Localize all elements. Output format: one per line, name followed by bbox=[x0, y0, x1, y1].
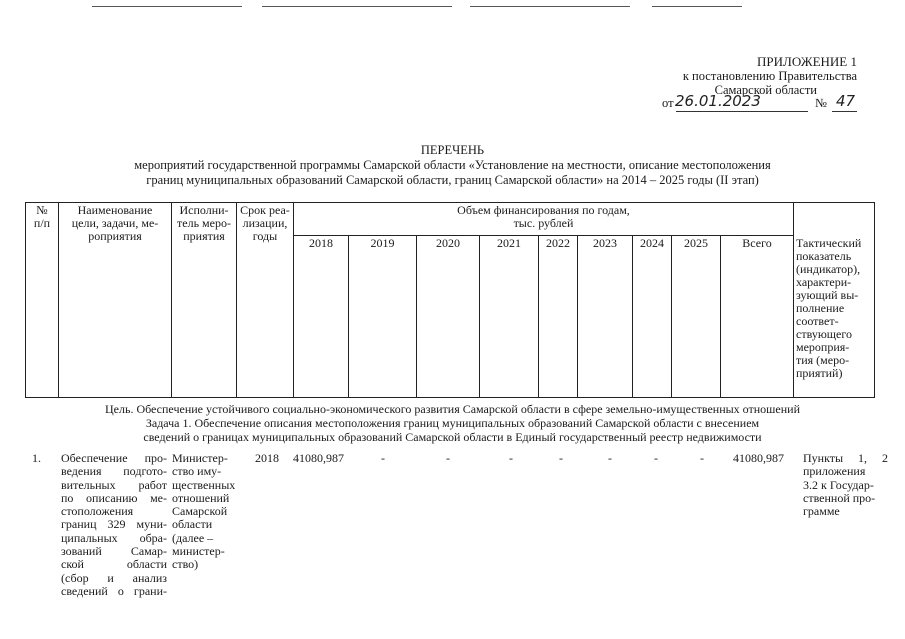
header-term-cell: Срок реа- лизации, годы bbox=[237, 203, 294, 398]
appendix-title: ПРИЛОЖЕНИЕ 1 bbox=[757, 54, 857, 69]
row1-value-2018: 41080,987 bbox=[293, 451, 344, 465]
row1-number: 1. bbox=[32, 451, 41, 465]
appendix-block bbox=[683, 55, 857, 97]
row1-total: 41080,987 bbox=[733, 451, 784, 465]
year-2025: 2025 bbox=[672, 236, 721, 398]
top-rule bbox=[470, 6, 630, 7]
financing-table-header bbox=[25, 202, 875, 398]
top-rule bbox=[92, 6, 242, 7]
row1-value-2025: - bbox=[700, 451, 704, 465]
year-2020: 2020 bbox=[417, 236, 480, 398]
row1-value-2024: - bbox=[654, 451, 658, 465]
header-name-cell: Наименование цели, задачи, ме- роприятия bbox=[59, 203, 172, 398]
year-2018: 2018 bbox=[294, 236, 349, 398]
year-2023: 2023 bbox=[578, 236, 633, 398]
header-number-cell: № п/п bbox=[26, 203, 59, 398]
year-2022: 2022 bbox=[539, 236, 578, 398]
list-subtitle-2: границ муниципальных образований Самарской области, границ Самарской области» на 2014 – 2025 годы (II этап) bbox=[146, 173, 759, 187]
handwritten-date: 26.01.2023 bbox=[675, 92, 761, 110]
year-2019: 2019 bbox=[349, 236, 417, 398]
list-subtitle-1: мероприятий государственной программы Самарской области «Установление на местности, описание местоположения bbox=[134, 158, 771, 172]
date-underline bbox=[676, 111, 808, 112]
task-line-1: Задача 1. Обеспечение описания местоположения границ муниципальных образований Самарской области с внесением bbox=[145, 416, 760, 430]
row1-executor: Министер- ство иму- щественных отношений Самарской области (далее – министер- ство) bbox=[172, 451, 236, 572]
list-title: ПЕРЕЧЕНЬ bbox=[420, 143, 485, 157]
year-2021: 2021 bbox=[480, 236, 539, 398]
total-header: Всего bbox=[721, 236, 794, 398]
appendix-line2: к постановлению Правительства bbox=[682, 69, 857, 83]
header-financing-cell: Объем финансирования по годам, тыс. рублей bbox=[294, 203, 794, 236]
top-rule bbox=[262, 6, 452, 7]
goal-line: Цель. Обеспечение устойчивого социально-экономического развития Самарской области в сфере земельно-имущественных отношений bbox=[104, 402, 801, 416]
number-label: № bbox=[815, 96, 827, 110]
row1-value-2019: - bbox=[381, 451, 385, 465]
number-underline bbox=[832, 111, 857, 112]
row1-value-2023: - bbox=[608, 451, 612, 465]
signature-line bbox=[662, 96, 674, 111]
handwritten-number: 47 bbox=[836, 92, 856, 110]
row1-value-2020: - bbox=[446, 451, 450, 465]
task-line-2: сведений о границах муниципальных образований Самарской области в Единый государственный реестр недвижимости bbox=[143, 430, 762, 444]
row1-indicator: Пункты 1, 2 приложения 3.2 к Государ- ственной про- грамме bbox=[803, 451, 888, 519]
row1-term: 2018 bbox=[255, 451, 279, 465]
top-rule bbox=[652, 6, 742, 7]
row1-name: Обеспечение про- ведения подгото- вительных работ по описанию ме- стоположения границ 329 муни- ципальных обра- зований Самар- ской области (сбор и анализ сведений о грани- bbox=[61, 451, 167, 598]
year-2024: 2024 bbox=[633, 236, 672, 398]
appendix-line3: Самарской области bbox=[714, 83, 817, 97]
header-indicator-cell: Тактический показатель (индикатор), характери- зующий вы- полнение соответ- ствующего мероприя- тия (меро- приятий) bbox=[794, 203, 875, 398]
header-executor-cell: Исполни- тель меро- приятия bbox=[172, 203, 237, 398]
row1-value-2022: - bbox=[559, 451, 563, 465]
from-label: от bbox=[662, 96, 674, 110]
row1-value-2021: - bbox=[509, 451, 513, 465]
